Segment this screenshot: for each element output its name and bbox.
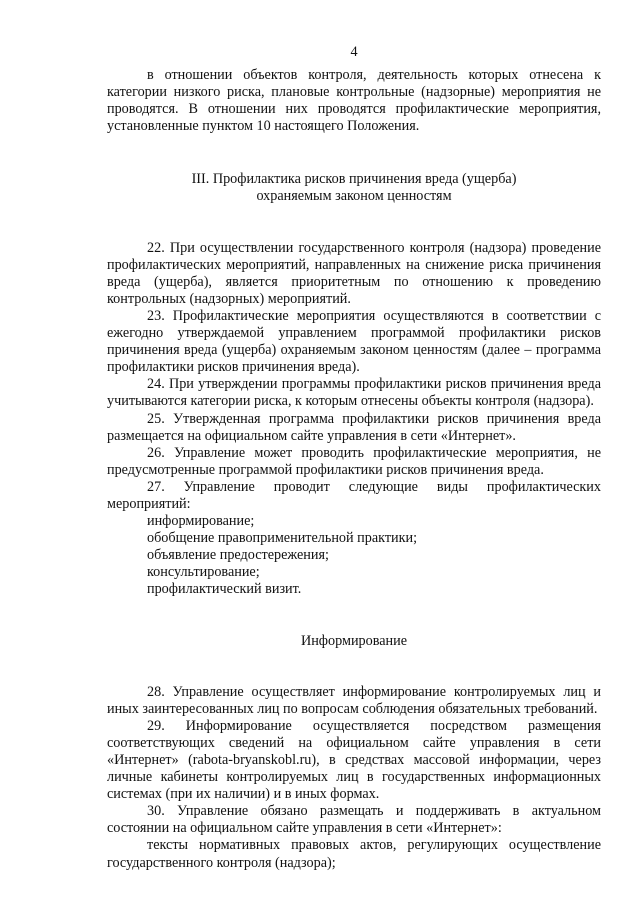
paragraph-28: 28. Управление осуществляет информирование контролируемых лиц и иных заинтересованных лиц по вопросам соблюдения обязательных требований. (107, 683, 601, 717)
paragraph-23: 23. Профилактические мероприятия осуществляются в соответствии с ежегодно утверждаемой управлением программой профилактики рисков причинения вреда (ущерба) охраняемым законом ценностям (далее – программа профилактики рисков причинения вреда). (107, 307, 601, 376)
list-item-informing: информирование; (147, 513, 255, 530)
section-3-title-line-2: охраняемым законом ценностям (256, 188, 452, 205)
paragraph-29: 29. Информирование осуществляется посредством размещения соответствующих сведений на официальном сайте управления в сети «Интернет» (rabota-bryanskobl.ru), в средствах массовой информации, через личные кабинеты контролируемых лиц в государственных информационных системах (при их наличии) и в иных формах. (107, 717, 601, 803)
list-item-generalization: обобщение правоприменительной практики; (147, 530, 418, 547)
intro-paragraph: в отношении объектов контроля, деятельность которых отнесена к категории низкого риска, плановые контрольные (надзорные) мероприятия не проводятся. В отношении них проводятся профилактические мероприятия, установленные пунктом 10 настоящего Положения. (107, 67, 601, 135)
paragraph-22: 22. При осуществлении государственного контроля (надзора) проведение профилактических мероприятий, направленных на снижение риска причинения вреда (ущерба), является приоритетным по отношению к проведению контрольных (надзорных) мероприятий. (107, 239, 601, 307)
paragraph-25: 25. Утвержденная программа профилактики рисков причинения вреда размещается на официальном сайте управления в сети «Интернет». (107, 410, 601, 444)
page-number: 4 (350, 44, 358, 60)
paragraph-27: 27. Управление проводит следующие виды профилактических мероприятий: (107, 478, 601, 512)
list-item-warning: объявление предостережения; (147, 547, 329, 564)
list-item-preventive-visit: профилактический визит. (147, 581, 302, 598)
informing-title: Информирование (300, 632, 408, 649)
paragraph-30-item-1: тексты нормативных правовых актов, регулирующих осуществление государственного контроля (надзора); (107, 837, 601, 871)
list-item-consulting: консультирование; (147, 564, 260, 581)
document-body (107, 67, 601, 872)
paragraph-30: 30. Управление обязано размещать и поддерживать в актуальном состоянии на официальном сайте управления в сети «Интернет»: (107, 803, 601, 837)
section-3-title-line-1: III. Профилактика рисков причинения вреда (ущерба) (191, 171, 517, 188)
paragraph-26: 26. Управление может проводить профилактические мероприятия, не предусмотренные программой профилактики рисков причинения вреда. (107, 444, 601, 478)
paragraph-24: 24. При утверждении программы профилактики рисков причинения вреда учитываются категории риска, к которым отнесены объекты контроля (надзора). (107, 376, 601, 410)
